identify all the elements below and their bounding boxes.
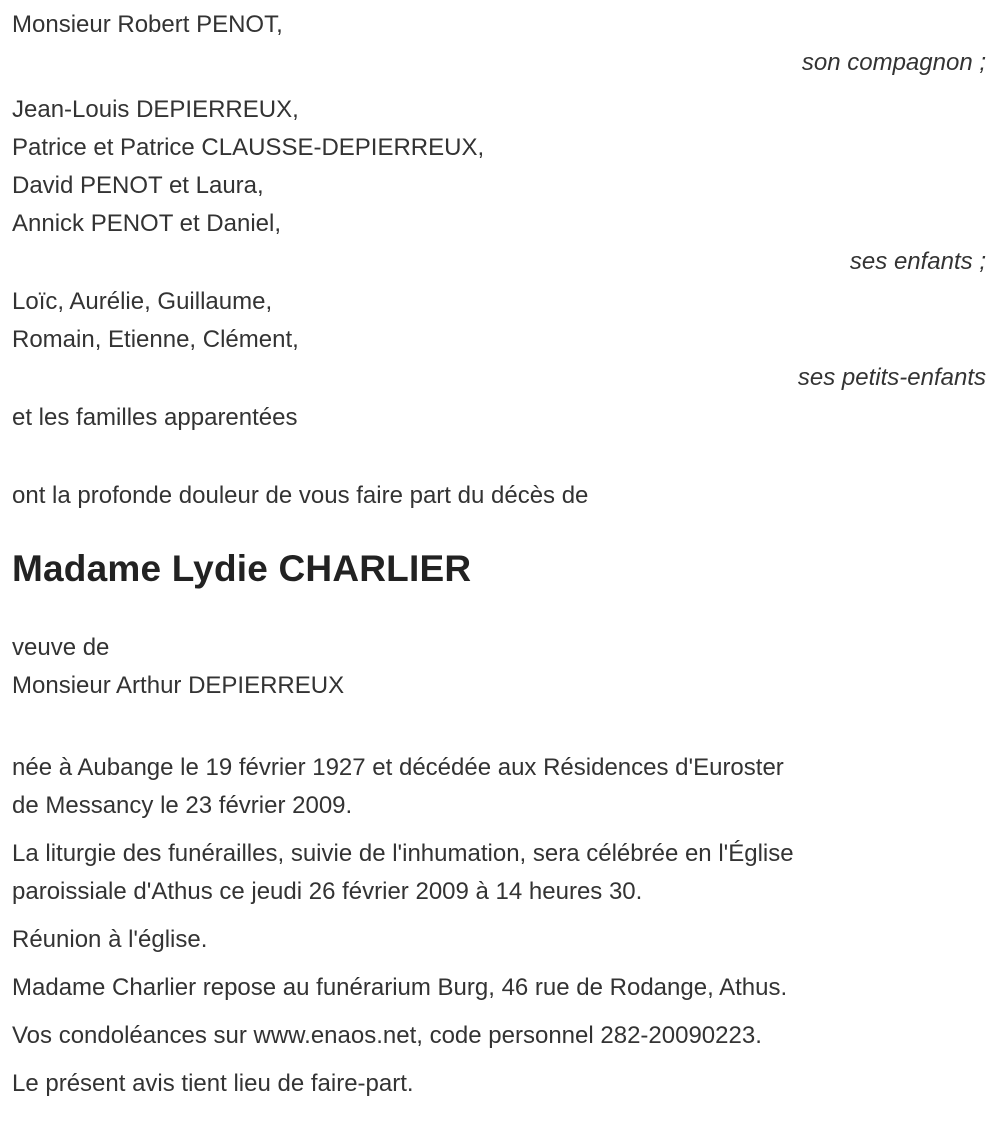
birth-death-line: de Messancy le 23 février 2009. bbox=[12, 792, 353, 819]
companion-relation-label: son compagnon ; bbox=[801, 49, 986, 76]
companion-name: Monsieur Robert PENOT, bbox=[12, 11, 283, 38]
ceremony-line: paroissiale d'Athus ce jeudi 26 février 2009 à 14 heures 30. bbox=[12, 878, 643, 905]
child-name-line: David PENOT et Laura, bbox=[12, 172, 264, 199]
child-name-line: Patrice et Patrice CLAUSSE-DEPIERREUX, bbox=[12, 134, 485, 161]
child-name-line: Annick PENOT et Daniel, bbox=[12, 210, 282, 237]
grandchildren-names bbox=[12, 283, 988, 359]
announcement-intro: ont la profonde douleur de vous faire part du décès de bbox=[12, 482, 589, 509]
repose-line: Madame Charlier repose au funérarium Burg, 46 rue de Rodange, Athus. bbox=[12, 974, 788, 1001]
widow-of-label: veuve de bbox=[12, 634, 110, 661]
child-name-line: Jean-Louis DEPIERREUX, bbox=[12, 96, 299, 123]
grandchild-name-line: Loïc, Aurélie, Guillaume, bbox=[12, 288, 273, 315]
ceremony-line: La liturgie des funérailles, suivie de l'inhumation, sera célébrée en l'Église bbox=[12, 840, 794, 867]
spouse-name: Monsieur Arthur DEPIERREUX bbox=[12, 672, 345, 699]
grandchild-name-line: Romain, Etienne, Clément, bbox=[12, 326, 299, 353]
widow-of-block bbox=[12, 629, 988, 705]
children-relation-label: ses enfants ; bbox=[849, 248, 986, 275]
birth-death-paragraph bbox=[12, 749, 988, 825]
related-families-line: et les familles apparentées bbox=[12, 404, 298, 431]
children-names bbox=[12, 91, 988, 243]
grandchildren-relation-label: ses petits-enfants bbox=[797, 364, 986, 391]
notice-line: Le présent avis tient lieu de faire-part. bbox=[12, 1070, 414, 1097]
birth-death-line: née à Aubange le 19 février 1927 et décédée aux Résidences d'Euroster bbox=[12, 754, 784, 781]
meeting-line: Réunion à l'église. bbox=[12, 926, 208, 953]
condolences-line: Vos condoléances sur www.enaos.net, code personnel 282-20090223. bbox=[12, 1022, 762, 1049]
ceremony-paragraph bbox=[12, 835, 988, 911]
deceased-name-title: Madame Lydie CHARLIER bbox=[12, 548, 472, 589]
